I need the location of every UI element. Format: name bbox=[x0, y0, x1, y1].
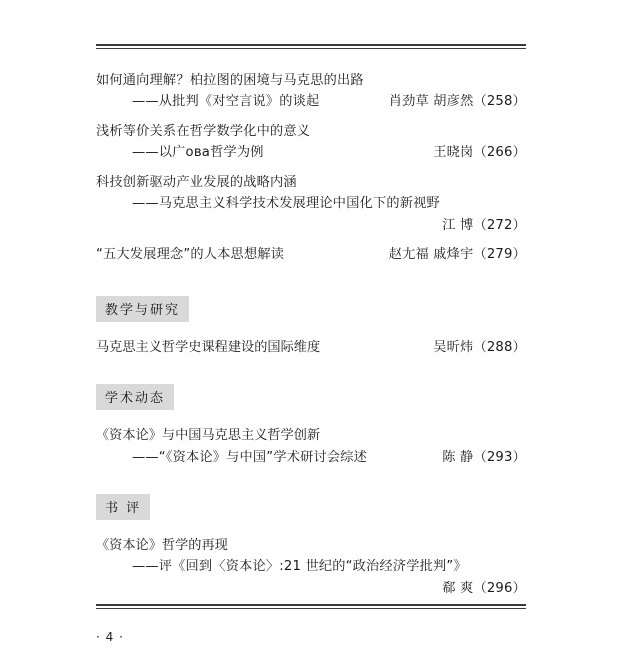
section-heading: 书 评 bbox=[96, 494, 150, 520]
toc-entry bbox=[96, 536, 526, 599]
toc-entry-subtitle-row bbox=[96, 143, 526, 163]
toc-entry-title: 《资本论》与中国马克思主义哲学创新 bbox=[96, 428, 321, 444]
footer-rule-thick bbox=[96, 604, 526, 606]
header-rule-thin bbox=[96, 48, 526, 49]
toc-entry-authors: 王晓岗（266） bbox=[433, 145, 526, 161]
toc-entry-authors: 江 博（272） bbox=[442, 217, 526, 233]
toc-entry-title: 如何通向理解？柏拉图的困境与马克思的出路 bbox=[96, 73, 364, 88]
toc-entry-title: 科技创新驱动产业发展的战略内涵 bbox=[96, 174, 297, 190]
toc-entry bbox=[96, 71, 526, 113]
toc-entry bbox=[96, 122, 526, 164]
toc-entry-title-row bbox=[96, 338, 526, 358]
section-heading: 学术动态 bbox=[96, 384, 174, 410]
toc-section bbox=[96, 296, 526, 358]
toc-entry-authors: 赵尢福 戚烽宇（279） bbox=[388, 247, 526, 263]
toc-entry bbox=[96, 338, 526, 358]
toc-entry-authors: 郗 爽（296） bbox=[442, 580, 526, 596]
toc-entry-subtitle: ——马克思主义科学技术发展理论中国化下的新视野 bbox=[132, 196, 440, 212]
toc-entry bbox=[96, 173, 526, 236]
toc-entry-subtitle: ——“《资本论》与中国”学术研讨会综述 bbox=[132, 449, 368, 465]
toc-entry-authors: 肖劲草 胡彦然（258） bbox=[388, 94, 526, 110]
toc-entry-title-row bbox=[96, 245, 526, 265]
header-rule-thick bbox=[96, 44, 526, 46]
footer-rule-thin bbox=[96, 608, 526, 609]
page-number: · 4 · bbox=[96, 630, 124, 644]
toc-entry bbox=[96, 245, 526, 265]
toc-entry-subtitle: ——从批判《对空言说》的谈起 bbox=[132, 94, 320, 110]
toc-entry-authors: 吴昕炜（288） bbox=[433, 339, 526, 355]
toc-entry-subtitle-row bbox=[96, 92, 526, 112]
section-heading: 教学与研究 bbox=[96, 296, 189, 322]
toc-entry-subtitle-row bbox=[96, 448, 526, 468]
toc-entry-subtitle: ——以广ова哲学为例 bbox=[132, 145, 264, 161]
toc-entry-title: 马克思主义哲学史课程建设的国际维度 bbox=[96, 339, 321, 355]
toc-section bbox=[96, 494, 526, 599]
toc-entry-title: 浅析等价关系在哲学数学化中的意义 bbox=[96, 123, 311, 139]
toc-entry-title: “五大发展理念”的人本思想解读 bbox=[96, 247, 285, 263]
toc-entry-title: 《资本论》哲学的再现 bbox=[96, 537, 228, 553]
toc-entry bbox=[96, 426, 526, 468]
toc-content bbox=[96, 62, 526, 599]
header-rule bbox=[96, 44, 526, 49]
footer-rule bbox=[96, 604, 526, 609]
toc-entry-authors: 陈 静（293） bbox=[442, 449, 526, 465]
toc-entry-subtitle: ——评《回到〈资本论〉:21 世纪的“政治经济学批判”》 bbox=[132, 559, 467, 575]
toc-section bbox=[96, 384, 526, 468]
